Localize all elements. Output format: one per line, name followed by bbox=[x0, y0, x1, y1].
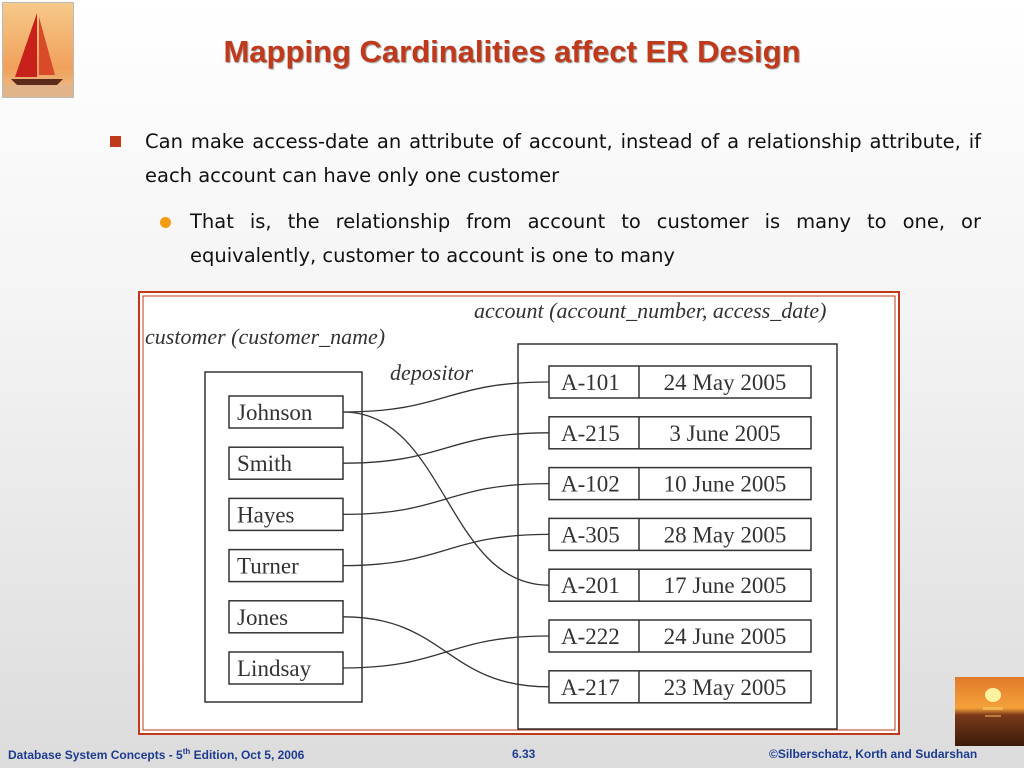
footer-page-number: 6.33 bbox=[512, 747, 536, 761]
access-date: 10 June 2005 bbox=[663, 471, 787, 497]
depositor-mapping-diagram bbox=[138, 291, 900, 735]
customer-set-label: customer (customer_name) bbox=[145, 324, 386, 349]
access-date: 24 June 2005 bbox=[663, 624, 787, 649]
slide-title: Mapping Cardinalities affect ER Design bbox=[223, 34, 801, 69]
access-date: 17 June 2005 bbox=[663, 573, 787, 599]
customer-name: Turner bbox=[237, 553, 299, 579]
access-date: 3 June 2005 bbox=[669, 420, 781, 446]
customer-name: Smith bbox=[237, 451, 292, 477]
footer-book-info: Database System Concepts - 5th Edition, Oct 5, 2006 bbox=[8, 747, 305, 762]
account-number: A-201 bbox=[561, 573, 620, 599]
customer-name: Hayes bbox=[237, 502, 295, 528]
account-number: A-101 bbox=[561, 370, 620, 395]
bullet-text-1: Can make access-date an attribute of account, instead of a relationship attribute, if each account can have only one customer bbox=[145, 130, 981, 187]
account-entities bbox=[549, 366, 811, 703]
account-number: A-215 bbox=[561, 420, 620, 446]
access-date: 23 May 2005 bbox=[663, 674, 787, 700]
access-date: 28 May 2005 bbox=[663, 522, 787, 548]
round-bullet-icon bbox=[160, 217, 171, 228]
account-set-label: account (account_number, access_date) bbox=[474, 298, 827, 323]
account-number: A-222 bbox=[561, 624, 620, 649]
customer-name: Johnson bbox=[237, 400, 313, 425]
account-number: A-217 bbox=[561, 674, 620, 700]
account-number: A-305 bbox=[561, 522, 620, 548]
sunset-image-icon bbox=[955, 677, 1024, 746]
footer-copyright: ©Silberschatz, Korth and Sudarshan bbox=[769, 747, 978, 761]
access-date: 24 May 2005 bbox=[663, 370, 787, 395]
customer-name: Jones bbox=[237, 604, 289, 630]
bullet-text-2: That is, the relationship from account to customer is many to one, or equivalently, customer to account is one to many bbox=[190, 210, 981, 267]
square-bullet-icon bbox=[110, 136, 121, 147]
customer-name: Lindsay bbox=[237, 656, 312, 681]
account-number: A-102 bbox=[561, 471, 620, 497]
relationship-label: depositor bbox=[390, 360, 474, 385]
